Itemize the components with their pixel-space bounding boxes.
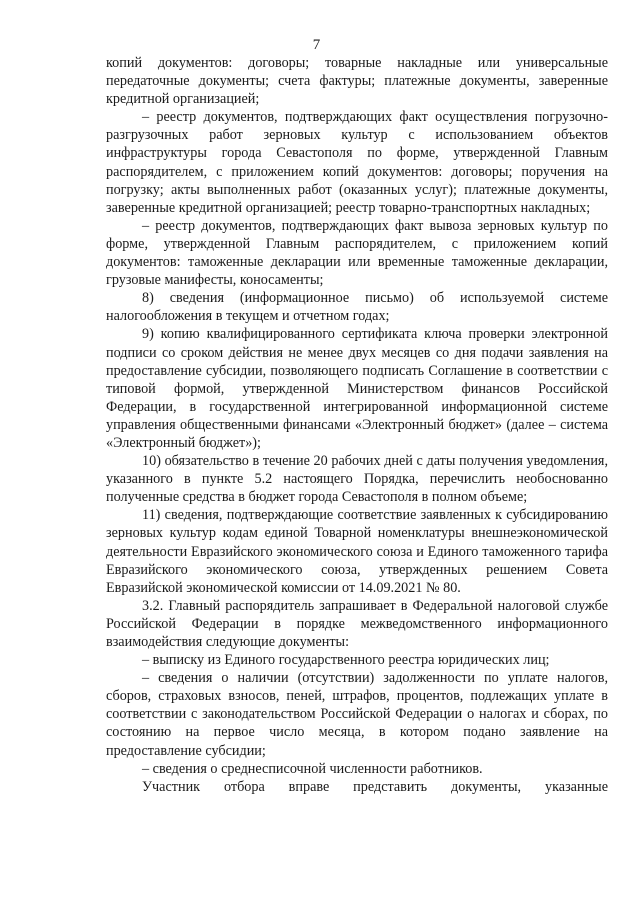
paragraph: – реестр документов, подтверждающих факт осуществления погрузочно-разгрузочных работ зерновых культур с использованием объектов инфраструктуры города Севастополя по форме, утвержденной Главным распорядителем, с приложением копий документов: договоры; поручения на погрузку; акты выполненных работ (оказанных услуг); платежные документы, заверенные кредитной организацией; реестр товарно-транспортных накладных; <box>106 109 608 216</box>
paragraph: – реестр документов, подтверждающих факт вывоза зерновых культур по форме, утвержденной Главным распорядителем, с приложением копий документов: таможенные декларации или временные таможенные декларации, грузовые манифесты, коносаменты; <box>106 217 608 289</box>
paragraph: – сведения о среднесписочной численности работников. <box>142 760 483 777</box>
paragraph: 10) обязательство в течение 20 рабочих дней с даты получения уведомления, указанного в пункте 5.2 настоящего Порядка, перечислить необоснованно полученные средства в бюджет города Севастополя в полном объеме; <box>106 453 608 506</box>
document-body <box>106 54 608 796</box>
paragraph: 9) копию квалифицированного сертификата ключа проверки электронной подписи со сроком действия не менее двух месяцев со дня подачи заявления на предоставление субсидии, позволяющего подписать Соглашение в соответствии с типовой формой, утвержденной Министерством финансов Российской Федерации, в государственной интегрированной информационной системе управления общественными финансами «Электронный бюджет» (далее – система «Электронный бюджет»); <box>106 326 608 451</box>
paragraph: копий документов: договоры; товарные накладные или универсальные передаточные документы; счета фактуры; платежные документы, заверенные кредитной организацией; <box>106 55 608 108</box>
paragraph: Участник отбора вправе представить документы, указанные <box>142 778 608 795</box>
paragraph: 8) сведения (информационное письмо) об используемой системе налогообложения в текущем и отчетном годах; <box>106 290 608 325</box>
paragraph: 11) сведения, подтверждающие соответствие заявленных к субсидированию зерновых культур кодам единой Товарной номенклатуры внешнеэкономической деятельности Евразийского экономического союза и Единого таможенного тарифа Евразийского экономического союза, утвержденных решением Совета Евразийской экономической комиссии от 14.09.2021 № 80. <box>106 507 608 596</box>
paragraph: – сведения о наличии (отсутствии) задолженности по уплате налогов, сборов, страховых взносов, пеней, штрафов, процентов, подлежащих уплате в соответствии с законодательством Российской Федерации о налогах и сборах, по состоянию на первое число месяца, в котором подано заявление на предоставление субсидии; <box>106 670 608 759</box>
paragraph: – выписку из Единого государственного реестра юридических лиц; <box>142 652 550 669</box>
paragraph: 3.2. Главный распорядитель запрашивает в Федеральной налоговой службе Российской Федерации в порядке межведомственного информационного взаимодействия следующие документы: <box>106 597 608 650</box>
page-number: 7 <box>312 37 321 53</box>
